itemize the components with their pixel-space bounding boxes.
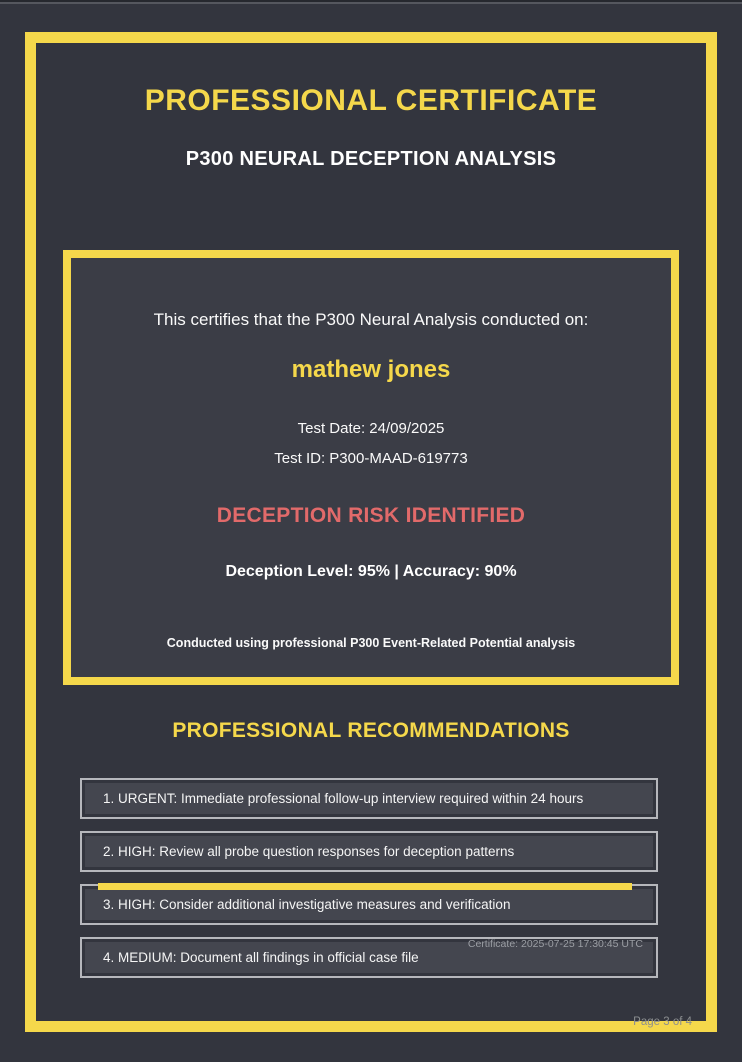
recommendation-text: 2. HIGH: Review all probe question responses for deception patterns: [103, 844, 515, 859]
certificate-detail-panel: [63, 250, 679, 685]
recommendation-text: 3. HIGH: Consider additional investigative measures and verification: [103, 897, 511, 912]
deception-metrics: Deception Level: 95% | Accuracy: 90%: [225, 563, 517, 580]
recommendation-item: [80, 884, 658, 925]
certifies-statement: This certifies that the P300 Neural Analysis conducted on:: [153, 310, 589, 329]
risk-status: DECEPTION RISK IDENTIFIED: [216, 504, 526, 527]
window-top-edge: [0, 0, 742, 4]
test-id: Test ID: P300-MAAD-619773: [274, 450, 468, 467]
recommendation-item: [80, 831, 658, 872]
recommendations-heading: PROFESSIONAL RECOMMENDATIONS: [172, 719, 570, 742]
recommendation-item: [80, 778, 658, 819]
page-break-accent-stripe: [98, 883, 632, 890]
page-title: PROFESSIONAL CERTIFICATE: [144, 84, 598, 117]
method-note: Conducted using professional P300 Event-Related Potential analysis: [166, 636, 576, 650]
recommendation-text: 4. MEDIUM: Document all findings in official case file: [103, 950, 419, 965]
page-subtitle: P300 NEURAL DECEPTION ANALYSIS: [185, 148, 557, 170]
subject-name: mathew jones: [291, 356, 451, 383]
test-date: Test Date: 24/09/2025: [297, 420, 445, 437]
page-number: Page 3 of 4: [633, 1016, 692, 1028]
certificate-timestamp: Certificate: 2025-07-25 17:30:45 UTC: [467, 938, 643, 950]
recommendation-text: 1. URGENT: Immediate professional follow-up interview required within 24 hours: [103, 791, 584, 806]
